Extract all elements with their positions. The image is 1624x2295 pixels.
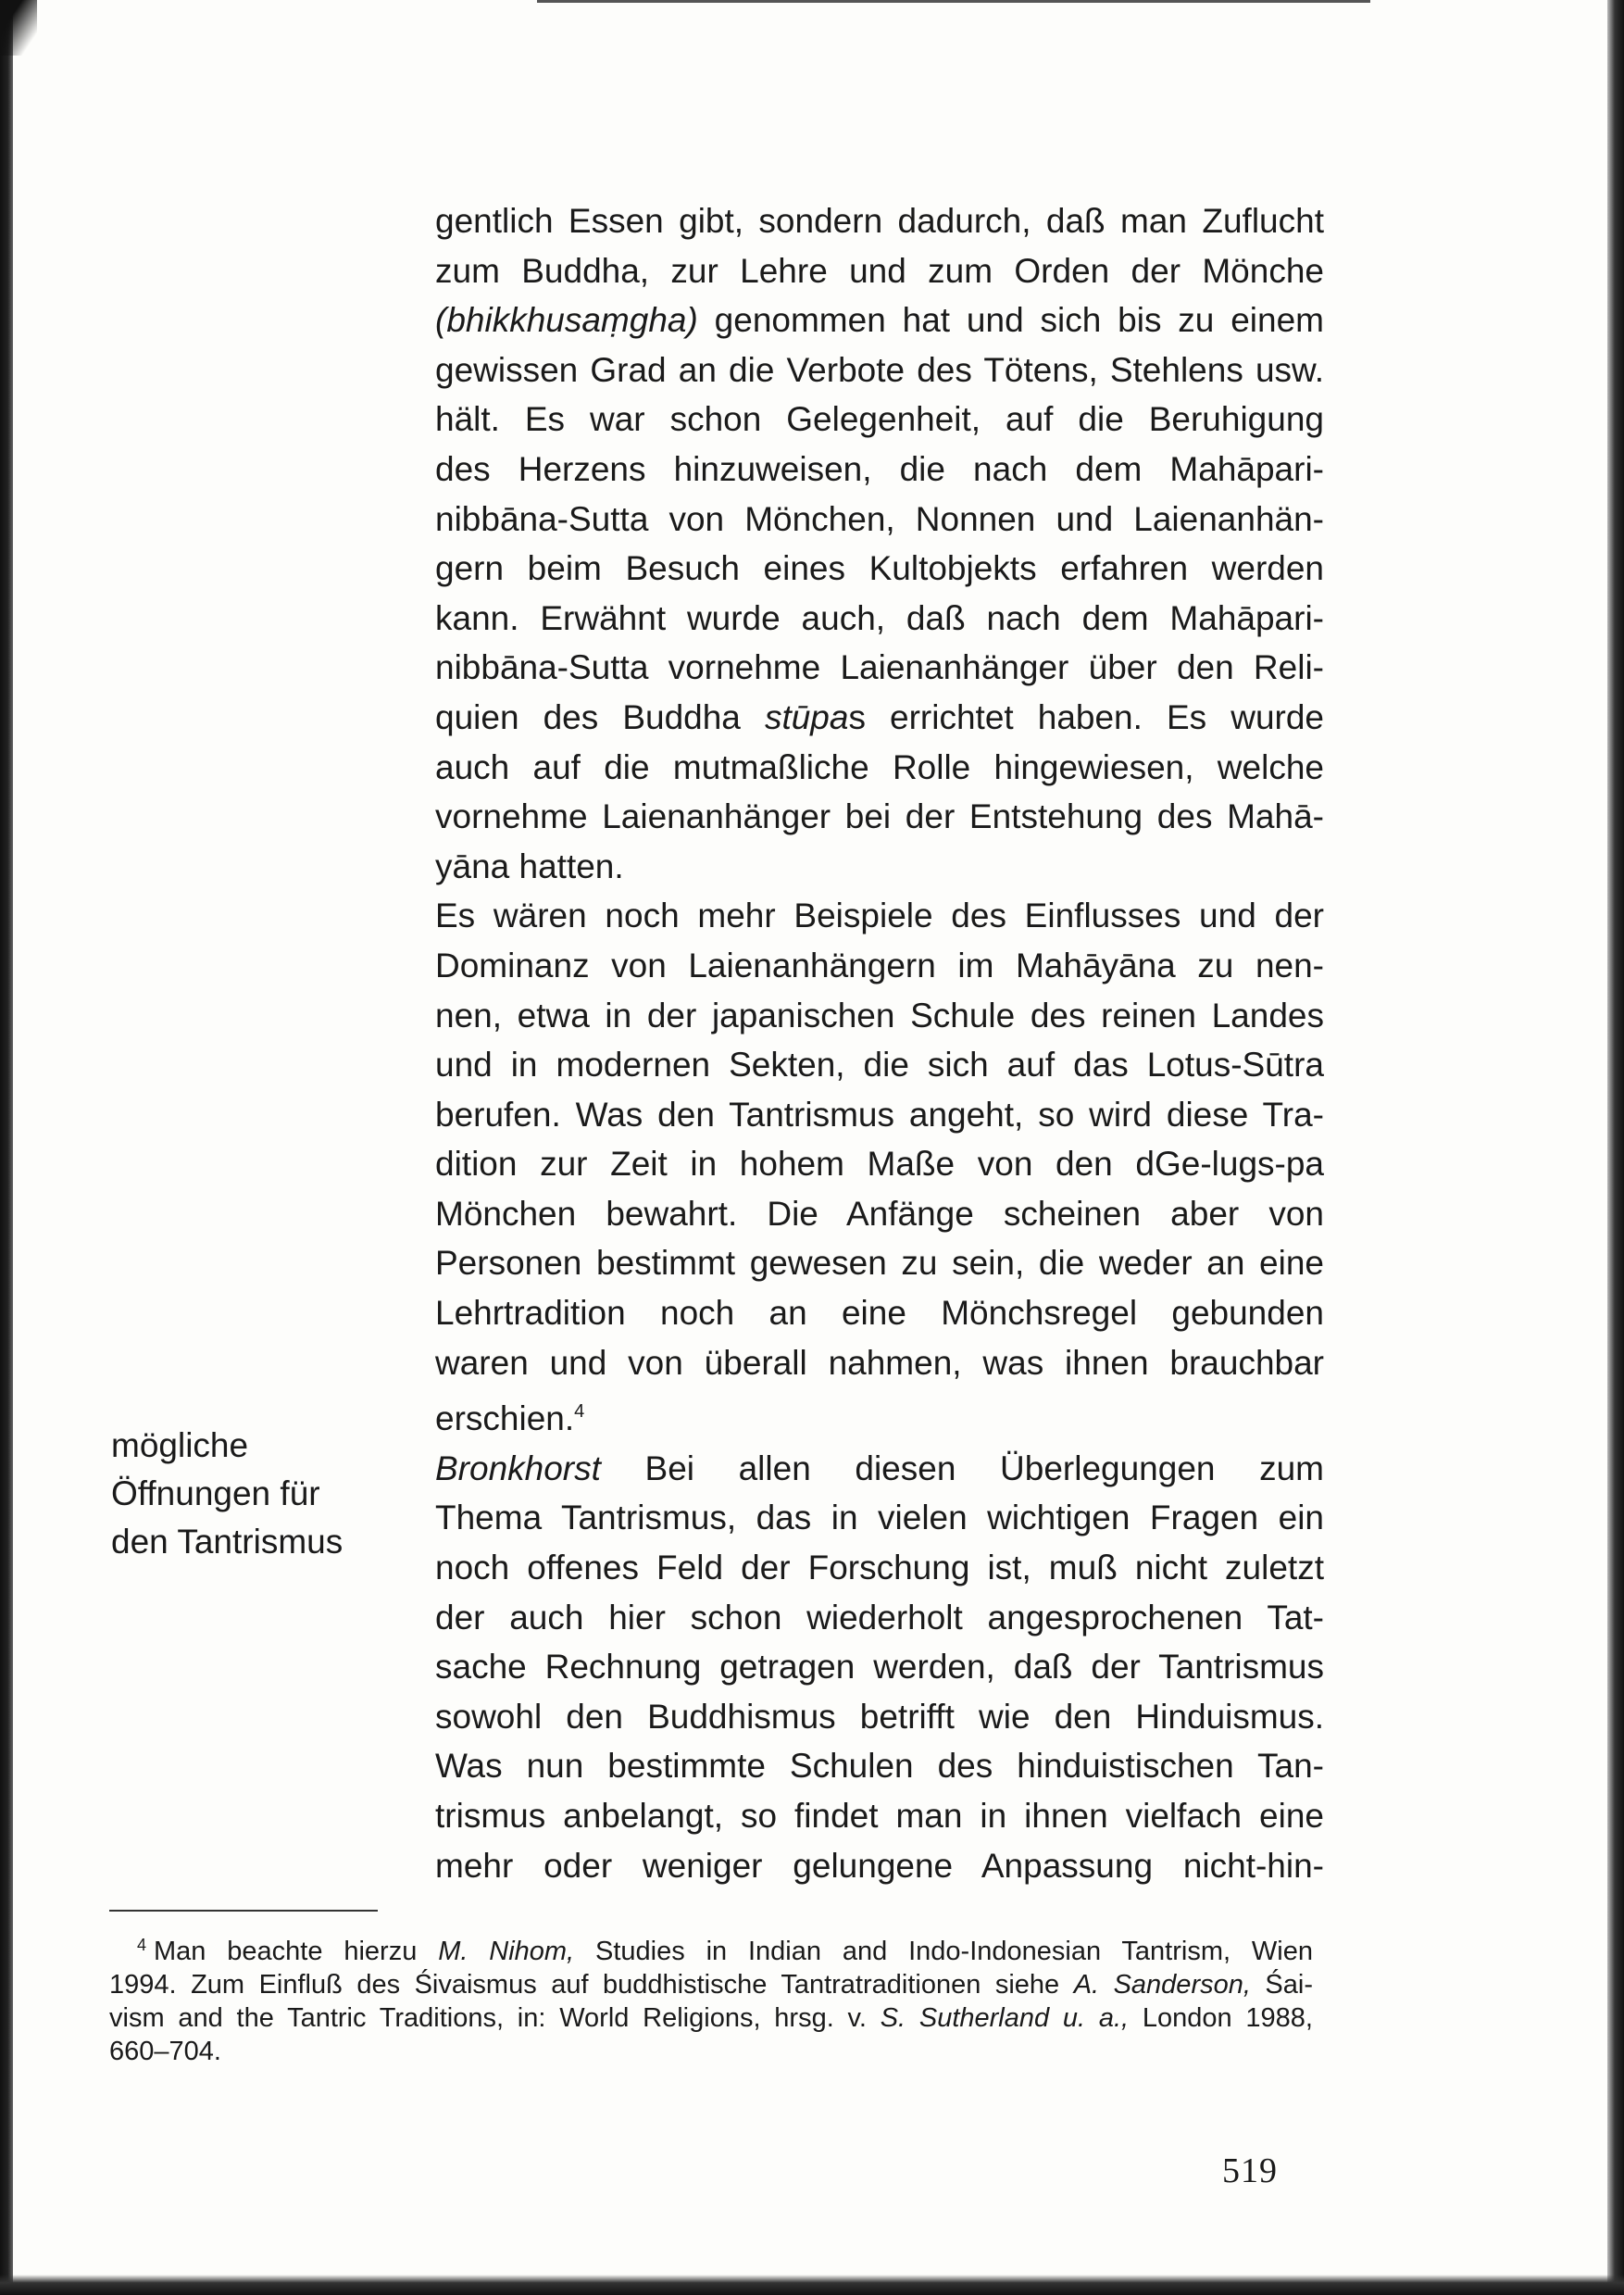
text-line: Was nun bestimmte Schulen des hinduistischen Tan- (435, 1747, 1324, 1786)
text-line: Mönchen bewahrt. Die Anfänge scheinen aber von (435, 1194, 1324, 1233)
footnote-text: Man beachte hierzu (154, 1937, 439, 1966)
text-line: des Herzens hinzuweisen, die nach dem Mahāpari- (435, 449, 1324, 488)
text-line: Lehrtradition noch an eine Mönchsregel gebunden (435, 1294, 1324, 1333)
footnote-author: M. Nihom, (438, 1937, 575, 1966)
footnote-text: vism and the Tantric Traditions, in: World Religions, hrsg. v. (109, 2003, 881, 2033)
text-line: der auch hier schon wiederholt angesprochenen Tat- (435, 1598, 1324, 1637)
text-line: sache Rechnung getragen werden, daß der Tantrismus (435, 1648, 1324, 1687)
marginal-note-line: mögliche (111, 1426, 249, 1464)
footnote-text: London 1988, (1129, 2003, 1313, 2033)
text-line: trismus anbelangt, so findet man in ihnen vielfach eine (435, 1797, 1324, 1835)
text-line: nibbāna-Sutta vornehme Laienanhänger über den Reli- (435, 648, 1324, 687)
text-line: waren und von überall nahmen, was ihnen brauchbar (435, 1343, 1324, 1382)
term-stupa: stūpa (764, 697, 849, 736)
footnote-line: 660–704. (109, 2037, 221, 2066)
footnote-author: A. Sanderson, (1073, 1970, 1251, 2000)
footnote-text: Studies in Indian and Indo-Indonesian Tantrism, Wien (574, 1937, 1313, 1966)
scan-binding-edge-left (0, 0, 13, 2295)
main-body-text (435, 196, 1324, 1890)
text-line: zum Buddha, zur Lehre und zum Orden der Mönche (435, 251, 1324, 290)
text-line (435, 1387, 1324, 1444)
footnote-author: S. Sutherland u. a., (880, 2003, 1130, 2033)
footnote-line (109, 2001, 1313, 2035)
scan-corner-shadow (0, 0, 37, 56)
marginal-note-line: Öffnungen für (111, 1474, 320, 1512)
scan-edge-right (1607, 0, 1624, 2295)
text-line: hält. Es war schon Gelegenheit, auf die Beruhigung (435, 400, 1324, 439)
author-bronkhorst: Bronkhorst (435, 1448, 601, 1487)
text-line (435, 693, 1324, 743)
text-fragment: Bei allen diesen Überlegungen zum (600, 1448, 1324, 1487)
text-line: nibbāna-Sutta von Mönchen, Nonnen und Laienanhän- (435, 499, 1324, 538)
footnote-text: Śai- (1250, 1970, 1313, 2000)
marginal-note-line: den Tantrismus (111, 1523, 344, 1561)
text-line: vornehme Laienanhänger bei der Entstehung des Mahā- (435, 797, 1324, 836)
text-line (435, 295, 1324, 345)
scan-edge-bottom (0, 2275, 1624, 2295)
text-line: gewissen Grad an die Verbote des Tötens, Stehlens usw. (435, 350, 1324, 389)
text-line: Dominanz von Laienanhängern im Mahāyāna zu nen- (435, 946, 1324, 984)
text-line: Thema Tantrismus, das in vielen wichtigen Fragen ein (435, 1499, 1324, 1537)
text-line: yāna hatten. (435, 847, 624, 885)
text-fragment: quien des Buddha (435, 697, 765, 736)
footnote-number: 4 (137, 1936, 147, 1954)
page-number: 519 (1222, 2151, 1278, 2190)
text-line: Personen bestimmt gewesen zu sein, die weder an eine (435, 1244, 1324, 1283)
marginal-note (111, 1422, 389, 1566)
text-line: gentlich Essen gibt, sondern dadurch, daß man Zuflucht (435, 202, 1324, 240)
footnote (109, 1928, 1313, 2068)
text-line: auch auf die mutmaßliche Rolle hingewiesen, welche (435, 747, 1324, 786)
footnote-text: 1994. Zum Einfluß des Śivaismus auf buddhistische Tantratraditionen siehe (109, 1970, 1074, 2000)
footnote-separator (109, 1910, 378, 1912)
text-line (435, 1444, 1324, 1494)
text-line: berufen. Was den Tantrismus angeht, so wird diese Tra- (435, 1095, 1324, 1134)
text-line: noch offenes Feld der Forschung ist, muß nicht zuletzt (435, 1549, 1324, 1587)
text-fragment: erschien. (435, 1399, 575, 1438)
text-fragment: s errichtet haben. Es wurde (848, 697, 1324, 736)
text-line: und in modernen Sekten, die sich auf das Lotus-Sūtra (435, 1046, 1324, 1085)
text-line: sowohl den Buddhismus betrifft wie den Hinduismus. (435, 1697, 1324, 1736)
text-fragment: genommen hat und sich bis zu einem (697, 301, 1324, 340)
footnote-line (109, 1928, 1313, 1968)
text-line: kann. Erwähnt wurde auch, daß nach dem Mahāpari- (435, 598, 1324, 637)
footnote-line (109, 1968, 1313, 2001)
text-line: nen, etwa in der japanischen Schule des reinen Landes (435, 996, 1324, 1035)
footnote-reference: 4 (574, 1401, 585, 1423)
text-line: Es wären noch mehr Beispiele des Einflusses und der (435, 897, 1324, 935)
text-line: gern beim Besuch eines Kultobjekts erfahren werden (435, 549, 1324, 588)
scan-edge-top (537, 0, 1370, 3)
text-line: mehr oder weniger gelungene Anpassung nicht-hin- (435, 1846, 1324, 1885)
text-line: dition zur Zeit in hohem Maße von den dGe-lugs-pa (435, 1145, 1324, 1184)
term-bhikkhusamgha: (bhikkhusaṃgha) (435, 301, 698, 340)
